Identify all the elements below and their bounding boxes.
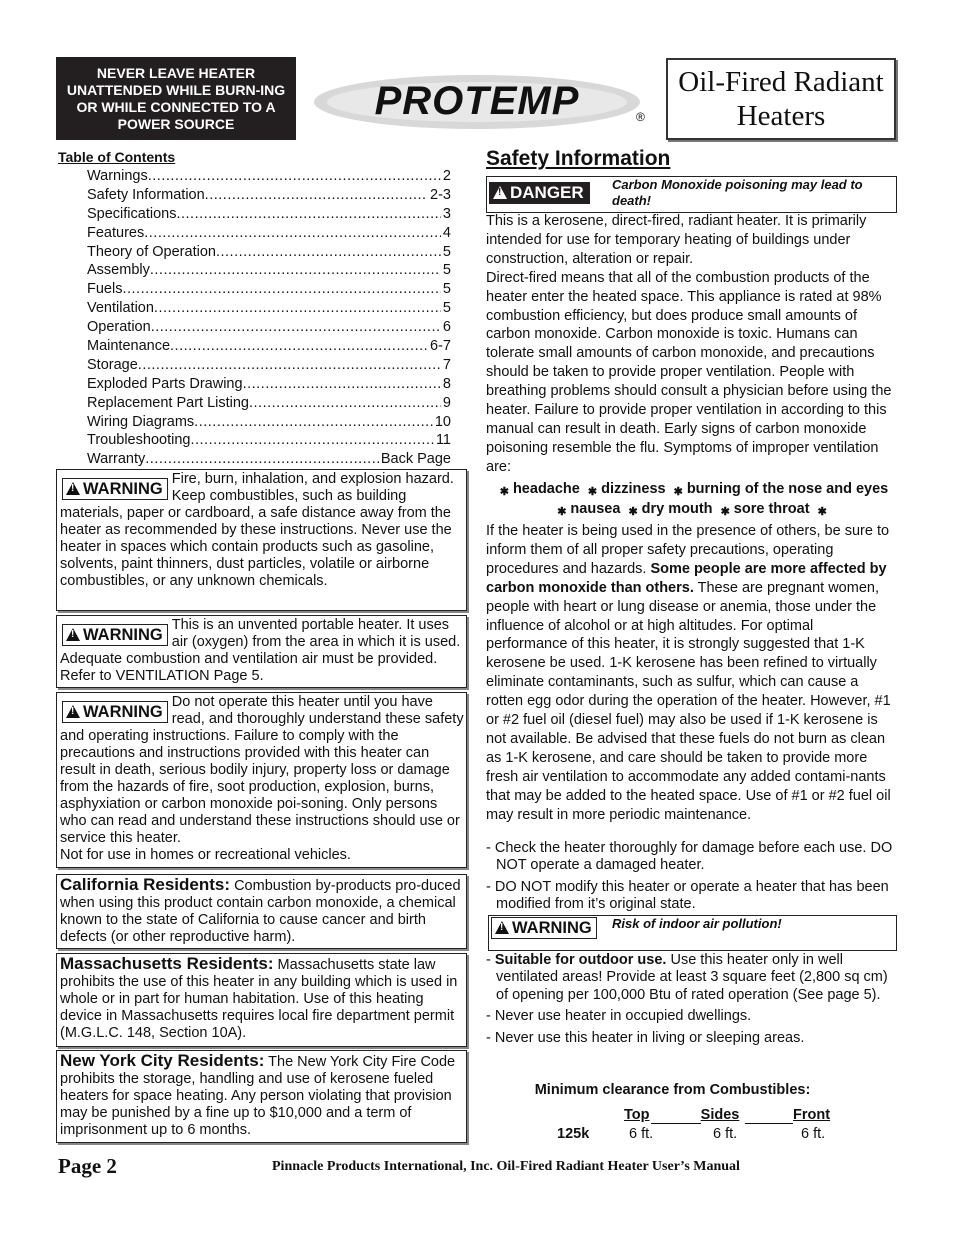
logo-text: PROTEMP [374, 79, 580, 123]
toc-item [87, 186, 451, 205]
safety-precautions [486, 522, 896, 825]
toc-item [87, 337, 451, 356]
document-title: Oil-Fired Radiant Heaters [678, 66, 884, 132]
symptom: burning of the nose and eyes [686, 481, 889, 497]
toc-leader-dots [249, 394, 441, 413]
toc-item-page: 10 [434, 413, 451, 430]
toc-item [87, 299, 451, 318]
toc-leader-dots [170, 337, 428, 356]
toc-leader-dots [216, 243, 441, 262]
toc-item-label: Storage [87, 356, 138, 373]
underline-filler [651, 1123, 671, 1124]
outdoor-bold: Suitable for outdoor use. [494, 952, 667, 968]
clearance-model: 125k [557, 1126, 590, 1142]
toc-item [87, 450, 451, 469]
toc-item-page: 6-7 [430, 338, 451, 355]
toc-leader-dots [138, 356, 441, 375]
new-york-heading: New York City Residents: [60, 1051, 265, 1070]
toc-item-page: 8 [442, 375, 451, 392]
warning-ventilation-box [56, 615, 467, 688]
toc-item-page: 5 [442, 281, 451, 298]
list-item: - DO NOT modify this heater or operate a heater that has been modified from it’s original state. [486, 878, 889, 913]
toc-leader-dots [154, 299, 441, 318]
safety-information-title: Safety Information [486, 147, 671, 170]
toc-item [87, 431, 451, 450]
massachusetts-heading: Massachusetts Residents: [60, 954, 274, 973]
toc-item-label: Features [87, 224, 145, 241]
toc-item-page: 2-3 [430, 186, 451, 203]
toc-heading: Table of Contents [58, 149, 176, 165]
logo-graphic [312, 72, 642, 132]
danger-triangle-icon [493, 186, 507, 199]
warning-instructions-text: Do not operate this heater until you have read, and thoroughly understand these safety and operating instructions. Failure to comply with the precautions and instructions provided with this heater can result in death, serious bodily injury, property loss or damage from the hazards of fire, soot production, explosion, burns, asphyxiation or carbon monoxide poi-soning. Only persons who can read and understand these instructions should use or service this heater. [60, 694, 464, 846]
clearance-header-top: Top [624, 1107, 650, 1123]
toc-item-label: Operation [87, 319, 151, 336]
toc-leader-dots [144, 224, 441, 243]
new-york-text: The New York City Fire Code prohibits the storage, handling and use of kerosene fueled heaters for space heating. Any person violating that provision may be punished by a fine up to $10,000 and a term of imprisonment up to 6 months. [60, 1054, 456, 1138]
warning-fire-text: Fire, burn, inhalation, and explosion hazard. Keep combustibles, such as building materials, paper or cardboard, a safe distance away from the heater as recommended by these instructions. Never use the heater in spaces which contain products such as gasoline, solvents, paint thinners, dust particles, volatile or airborne combustibles, or any unknown chemicals. [60, 471, 454, 589]
toc-item-label: Warnings [87, 168, 148, 184]
toc-item-page: 4 [442, 224, 451, 241]
protemp-logo [312, 72, 642, 132]
warning-badge: !WARNING [62, 624, 168, 646]
symptom: dry mouth [641, 501, 713, 517]
toc-item-page: 11 [435, 432, 451, 449]
toc-item-page: Back Page [380, 451, 451, 468]
danger-badge: !DANGER [489, 182, 590, 204]
toc-item [87, 167, 451, 186]
table-of-contents [87, 167, 451, 469]
toc-item-label: Safety Information [87, 186, 205, 203]
massachusetts-text: Massachusetts state law prohibits the use of this heater in any building which is used in whole or in part for human habitation. Use of this heating device in Massachusetts requires local fire department permit (M.G.L.C. 148, Section 10A). [60, 957, 458, 1041]
warning-badge: !WARNING [491, 917, 597, 939]
toc-item [87, 356, 451, 375]
document-title-box [666, 58, 896, 140]
toc-item-label: Wiring Diagrams [87, 413, 195, 430]
toc-item-page: 2 [442, 168, 451, 184]
toc-item [87, 205, 451, 224]
underline-filler [745, 1123, 793, 1124]
toc-item [87, 413, 451, 432]
toc-item-page: 7 [442, 356, 451, 373]
toc-item-label: Fuels [87, 281, 123, 298]
danger-text: Carbon Monoxide poisoning may lead to death! [612, 177, 863, 208]
toc-item-label: Assembly [87, 262, 150, 279]
toc-item-label: Exploded Parts Drawing [87, 375, 243, 392]
paragraph-intro: This is a kerosene, direct-fired, radiant heater. It is primarily intended for use for temporary heating of buildings under construction, alteration or repair. [486, 213, 867, 267]
massachusetts-residents-box [56, 953, 467, 1047]
page-number: Page 2 [58, 1154, 117, 1178]
toc-leader-dots [205, 186, 428, 205]
symptom: dizziness [601, 481, 666, 497]
list-item: - Suitable for outdoor use. Use this heater only in well ventilated areas! Provide at least 3 square feet (2,800 sq cm) of opening per 100,000 Btu of rated operation (See page 5). [486, 952, 888, 1003]
toc-item-label: Ventilation [87, 300, 154, 317]
toc-item-label: Warranty [87, 451, 146, 468]
toc-item-label: Troubleshooting [87, 432, 191, 449]
california-residents-box [56, 874, 467, 949]
toc-item-label: Specifications [87, 205, 177, 222]
check-list [486, 840, 898, 918]
danger-box [486, 176, 897, 213]
toc-item-page: 5 [442, 262, 451, 279]
precautions-bold: Some people are more affected by carbon monoxide than others. [486, 560, 887, 596]
warning-ventilation-text: This is an unvented portable heater. It uses air (oxygen) from the area in which it is used. Adequate combustion and ventilation air must be provided. Refer to VENTILATION Page 5. [60, 617, 461, 684]
symptoms-list: ✱ headache ✱ dizziness ✱ burning of the nose and eyes ✱ nausea ✱ dry mouth ✱ sore throat ✱ [499, 481, 889, 518]
toc-item [87, 243, 451, 262]
toc-item-page: 9 [442, 394, 451, 411]
toc-item-label: Theory of Operation [87, 243, 216, 260]
notice-text: NEVER LEAVE HEATER UNATTENDED WHILE BURN-ING OR WHILE CONNECTED TO A POWER SOURCE [66, 64, 286, 132]
toc-item-page: 6 [442, 319, 451, 336]
california-heading: California Residents: [60, 875, 231, 894]
toc-leader-dots [151, 318, 441, 337]
toc-item [87, 318, 451, 337]
toc-item [87, 280, 451, 299]
outdoor-list [486, 952, 898, 1051]
toc-leader-dots [150, 261, 441, 280]
precautions-text: If the heater is being used in the presence of others, be sure to inform them of all proper safety precautions, operating procedures and hazards. [486, 523, 890, 577]
toc-leader-dots [145, 450, 379, 469]
warning-air-pollution-box [488, 915, 897, 951]
notice-box [56, 57, 296, 140]
toc-leader-dots [176, 205, 440, 224]
warning-air-pollution-text: Risk of indoor air pollution! [612, 916, 782, 931]
underline-filler [671, 1123, 701, 1124]
toc-item-page: 5 [442, 243, 451, 260]
warning-triangle-icon [66, 628, 80, 641]
list-item: - Check the heater thoroughly for damage before each use. DO NOT operate a damaged heater. [486, 840, 893, 874]
warning-triangle-icon [66, 482, 80, 495]
toc-item [87, 375, 451, 394]
list-item: - Never use heater in occupied dwellings. [486, 1008, 752, 1025]
toc-item [87, 394, 451, 413]
outdoor-text: Use this heater only in well ventilated areas! Provide at least 3 square feet (2,800 sq cm) of opening per 100,000 Btu of rated operation (See page 5). [496, 952, 888, 1003]
clearance-top-value: 6 ft. [629, 1126, 654, 1142]
safety-intro [486, 212, 896, 477]
toc-item-label: Maintenance [87, 338, 171, 355]
list-item: - Never use this heater in living or sleeping areas. [486, 1029, 805, 1046]
warning-read-instructions-box [56, 692, 467, 868]
warning-fire-box [56, 469, 467, 611]
symptom: nausea [570, 501, 621, 517]
warning-triangle-icon [495, 921, 509, 934]
registered-mark: ® [636, 110, 645, 124]
toc-leader-dots [190, 431, 433, 450]
clearance-front-value: 6 ft. [801, 1126, 826, 1142]
warning-triangle-icon [66, 705, 80, 718]
clearance-header-sides: Sides [700, 1107, 740, 1123]
new-york-residents-box [56, 1050, 467, 1143]
toc-leader-dots [148, 167, 441, 186]
toc-leader-dots [194, 413, 433, 432]
clearance-header-front: Front [793, 1107, 831, 1123]
precautions-cont: These are pregnant women, people with heart or lung disease or anemia, those under the influence of alcohol or at high altitudes. For optimal performance of this heater, it is strongly suggested that 1-K kerosene be used. 1-K kerosene has been refined to virtually eliminate contaminants, such as sulfur, which can cause a rotten egg odor during the operation of the heater. However, #1 or #2 fuel oil (diesel fuel) may also be used if 1-K kerosene is not available. Be advised that these fuels do not burn as clean as 1-K kerosene, and care should be taken to provide more fresh air ventilation to accommodate any added contami-nants that may be added to the heated space. Use of #1 or #2 fuel oil may result in more periodic maintenance. [486, 579, 891, 823]
toc-leader-dots [243, 375, 441, 394]
warning-badge: !WARNING [62, 478, 168, 500]
california-text: Combustion by-products pro-duced when using this product contain carbon monoxide, a chemical known to the state of California to cause cancer and birth defects (or other reproductive harm). [60, 878, 461, 945]
toc-leader-dots [122, 280, 440, 299]
warning-homes-text: Not for use in homes or recreational vehicles. [60, 847, 351, 863]
paragraph-direct-fired: Direct-fired means that all of the combustion products of the heater enter the heated space. This appliance is rated at 98% combustion efficiency, but does produce small amounts of carbon monoxide. Carbon monoxide is toxic. Humans can tolerate small amounts of carbon monoxide, and precautions should be taken to provide proper ventilation. People with breathing problems should consult a physician before using the heater. Failure to provide proper ventilation in according to this manual can result in death. Early signs of carbon monoxide poisoning resemble the flu. Symptoms of improper ventilation are: [486, 269, 892, 475]
toc-item [87, 224, 451, 243]
toc-item-label: Replacement Part Listing [87, 394, 249, 411]
toc-item-page: 5 [442, 300, 451, 317]
clearance-sides-value: 6 ft. [713, 1126, 738, 1142]
footer-text: Pinnacle Products International, Inc. Oil-Fired Radiant Heater User’s Manual [272, 1159, 740, 1174]
toc-item [87, 261, 451, 280]
symptom: sore throat [733, 501, 810, 517]
symptom: headache [512, 481, 580, 497]
clearance-title: Minimum clearance from Combustibles: [534, 1082, 811, 1098]
warning-badge: !WARNING [62, 701, 168, 723]
toc-item-page: 3 [442, 205, 451, 222]
